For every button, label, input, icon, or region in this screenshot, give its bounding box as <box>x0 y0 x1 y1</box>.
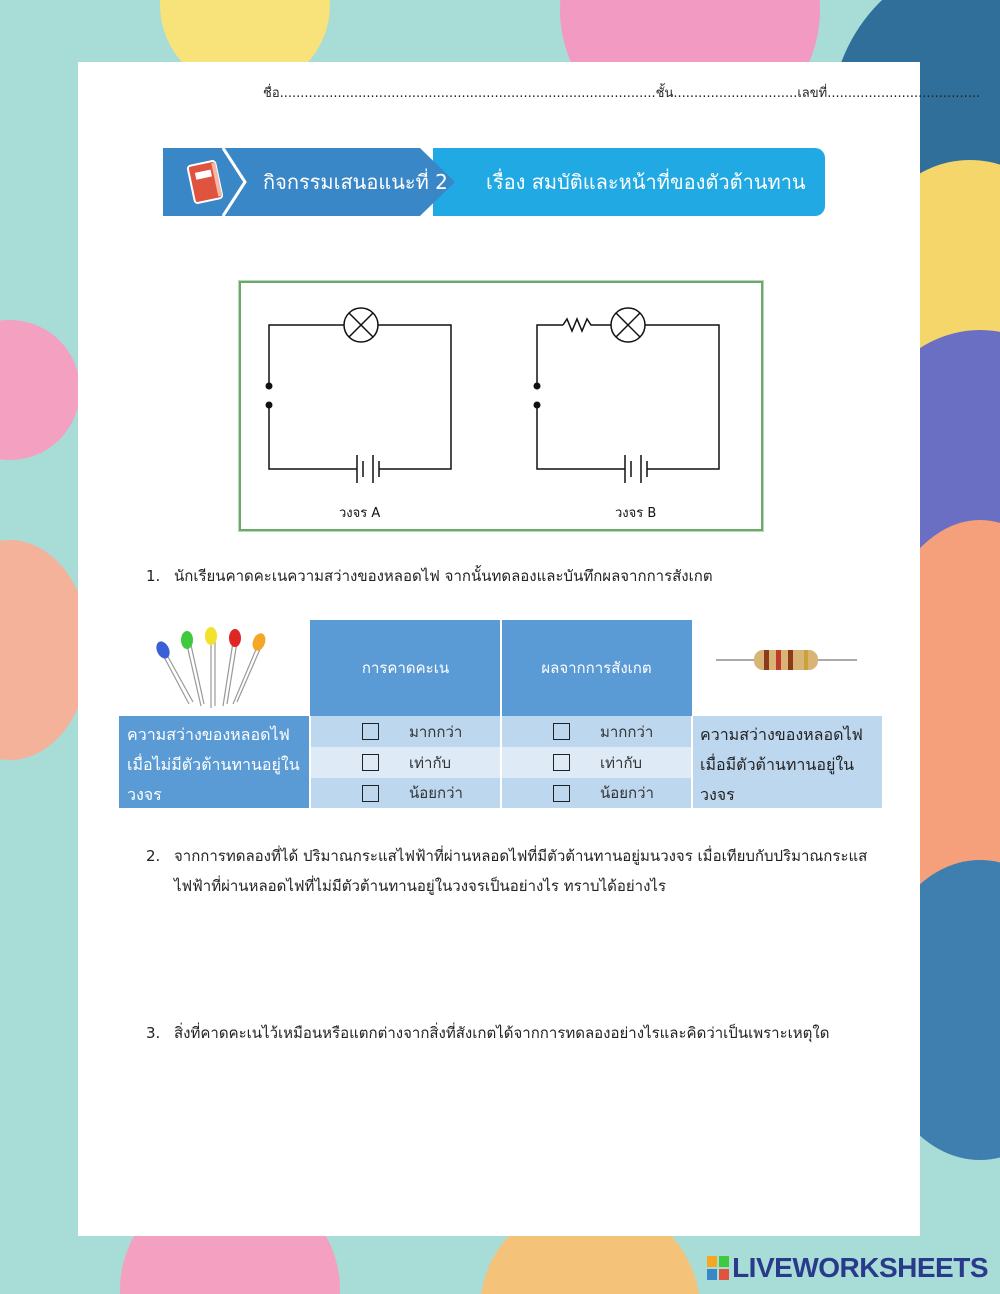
question-text: นักเรียนคาดคะเนความสว่างของหลอดไฟ จากนั้นทดลองและบันทึกผลจากการสังเกต <box>174 567 713 585</box>
column-divider <box>500 620 502 808</box>
circuit-b <box>537 308 719 483</box>
circuit-b-label: วงจร B <box>615 506 657 521</box>
led-image <box>149 620 279 716</box>
switch-terminal <box>266 383 273 390</box>
checkbox-icon[interactable] <box>553 754 570 771</box>
logo-text: LIVEWORKSHEETS <box>732 1252 988 1283</box>
circuit-diagram <box>239 281 763 531</box>
option-label: น้อยกว่า <box>600 784 654 802</box>
book-icon <box>181 157 229 207</box>
circuit-drawing <box>241 283 761 529</box>
question-3 <box>146 1018 874 1048</box>
circuit-a <box>269 308 451 483</box>
checkbox-icon[interactable] <box>362 754 379 771</box>
row-label-with-resistor: ความสว่างของหลอดไฟเมื่อมีตัวต้านทานอยู่ในวงจร <box>692 716 882 808</box>
question-number: 2. <box>146 847 161 865</box>
column-divider <box>309 716 311 808</box>
header-observation: ผลจากการสังเกต <box>501 620 692 716</box>
observation-option-equal[interactable] <box>501 747 692 778</box>
activity-topic: เรื่อง สมบัติและหน้าที่ของตัวต้านทาน <box>486 170 806 194</box>
checkbox-icon[interactable] <box>362 785 379 802</box>
switch-terminal <box>534 383 541 390</box>
activity-banner <box>163 148 825 216</box>
switch-terminal <box>534 402 541 409</box>
logo-mark-icon <box>707 1256 729 1280</box>
checkbox-icon[interactable] <box>362 723 379 740</box>
checkbox-icon[interactable] <box>553 785 570 802</box>
prediction-option-more[interactable] <box>310 716 501 747</box>
header-prediction: การคาดคะเน <box>310 620 501 716</box>
bg-circle-peach <box>0 540 90 760</box>
circuit-a-label: วงจร A <box>339 506 381 521</box>
worksheet-page <box>78 62 981 1236</box>
option-label: เท่ากับ <box>600 753 643 772</box>
liveworksheets-logo <box>707 1252 988 1284</box>
observation-option-more[interactable] <box>501 716 692 747</box>
bg-circle-pink2 <box>0 320 80 460</box>
switch-terminal <box>266 402 273 409</box>
question-text: จากการทดลองที่ได้ ปริมาณกระแสไฟฟ้าที่ผ่านหลอดไฟที่มีตัวต้านทานอยู่มนวงจร เมื่อเทียบกับปริมาณกระแสไฟฟ้าที่ผ่านหลอดไฟที่ไม่มีตัวต้านทานอยู่ในวงจรเป็นอย่างไร ทราบได้อย่างไร <box>174 847 868 895</box>
observation-option-less[interactable] <box>501 778 692 808</box>
question-number: 1. <box>146 567 161 585</box>
question-text: สิ่งที่คาดคะเนไว้เหมือนหรือแตกต่างจากสิ่งที่สังเกตได้จากการทดลองอย่างไรและคิดว่าเป็นเพราะเหตุใด <box>174 1024 830 1042</box>
prediction-option-equal[interactable] <box>310 747 501 778</box>
checkbox-icon[interactable] <box>553 723 570 740</box>
resistor-image <box>714 640 859 680</box>
option-label: มากกว่า <box>600 722 654 741</box>
question-2 <box>146 841 874 901</box>
option-label: เท่ากับ <box>409 753 452 772</box>
student-info-line: ชื่อ...........................................................................................ชั้น..............................เลขที่..................................... <box>263 86 981 101</box>
question-number: 3. <box>146 1024 161 1042</box>
question-1 <box>146 561 874 591</box>
option-label: มากกว่า <box>409 722 463 741</box>
option-label: น้อยกว่า <box>409 784 463 802</box>
prediction-option-less[interactable] <box>310 778 501 808</box>
column-divider <box>691 716 693 808</box>
row-label-no-resistor: ความสว่างของหลอดไฟเมื่อไม่มีตัวต้านทานอยู่ในวงจร <box>119 716 310 808</box>
activity-title: กิจกรรมเสนอแนะที่ 2 <box>263 170 448 194</box>
